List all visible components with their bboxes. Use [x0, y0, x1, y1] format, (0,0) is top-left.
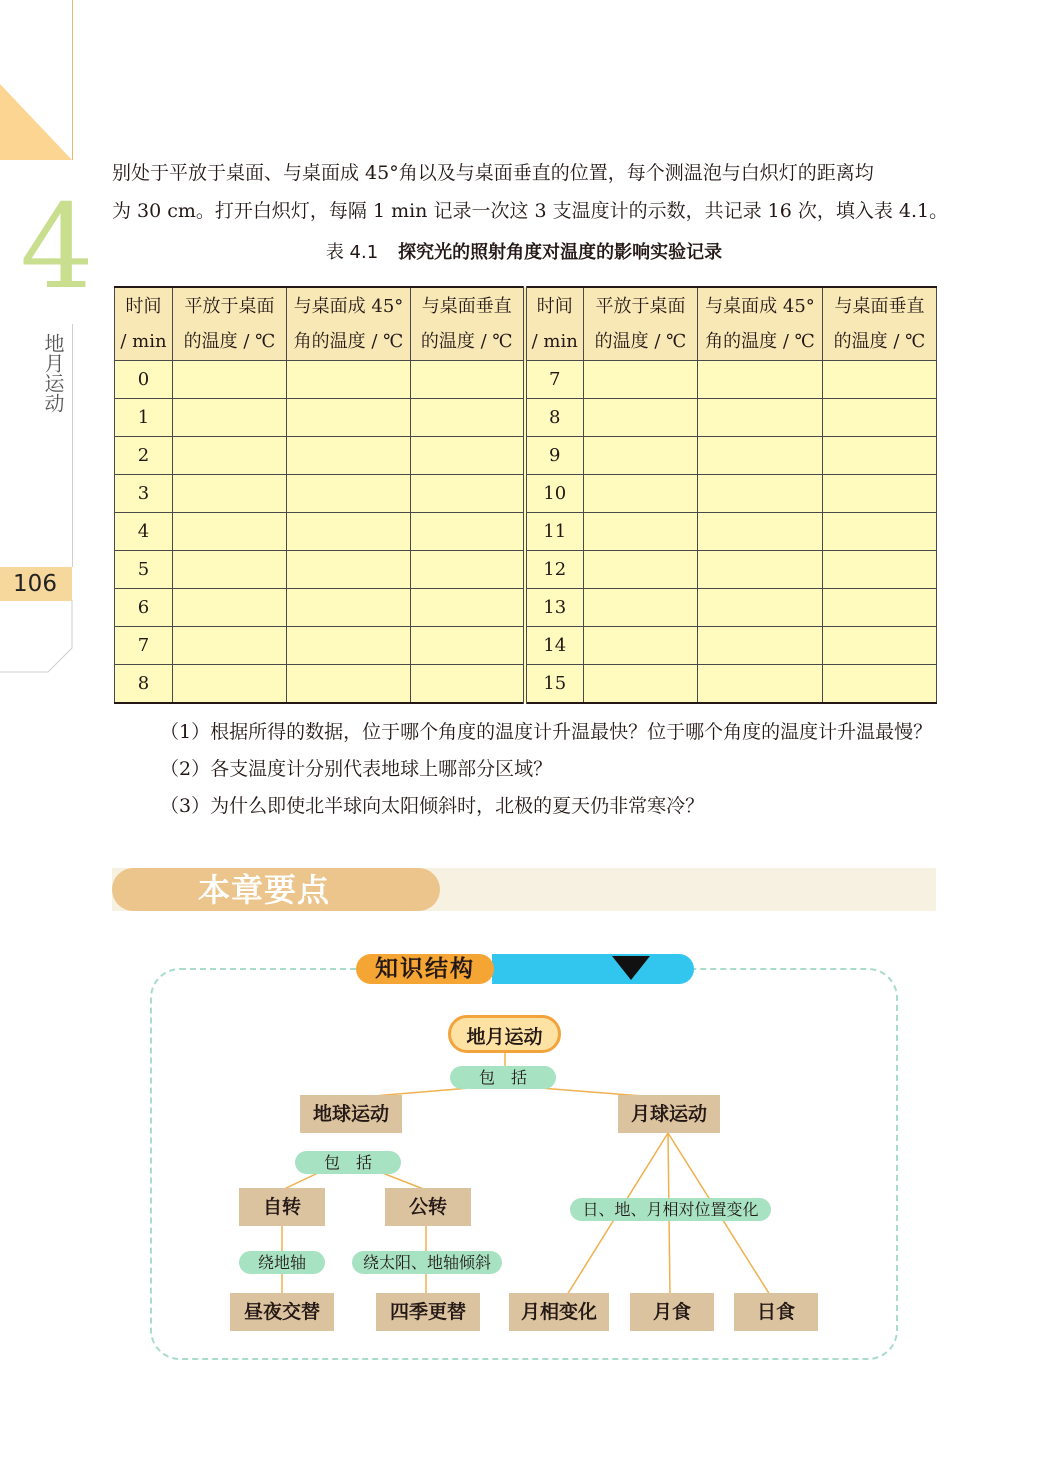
- paragraph-line: 为 30 cm。打开白炽灯，每隔 1 min 记录一次这 3 支温度计的示数，共记录 16 次，填入表 4.1。: [112, 200, 949, 222]
- node-moon-phases: 月相变化: [509, 1293, 609, 1331]
- time-cell: 13: [525, 589, 584, 627]
- time-cell: 12: [525, 551, 584, 589]
- table-caption-text: 探究光的照射角度对温度的影响实验记录: [398, 242, 723, 263]
- header-cell: 时间 / min: [525, 287, 584, 361]
- tag-around-sun: 绕太阳、地轴倾斜: [352, 1251, 502, 1274]
- chapter-number: 4: [20, 180, 94, 315]
- node-lunar-eclipse: 月食: [630, 1293, 714, 1331]
- time-cell: 10: [525, 475, 584, 513]
- time-cell: 5: [115, 551, 173, 589]
- chapter-name: 地月运动: [41, 333, 65, 413]
- page-number: 106: [13, 571, 57, 597]
- time-cell: 8: [525, 399, 584, 437]
- node-day-night: 昼夜交替: [230, 1293, 334, 1331]
- summary-title: 本章要点: [198, 871, 331, 909]
- node-earth-moon-motion: 地月运动: [448, 1015, 561, 1053]
- time-cell: 7: [115, 627, 173, 665]
- header-cell: 平放于桌面 的温度 / ℃: [173, 287, 287, 361]
- node-rotation: 自转: [239, 1188, 325, 1226]
- time-cell: 9: [525, 437, 584, 475]
- time-cell: 4: [115, 513, 173, 551]
- node-revolution: 公转: [385, 1188, 471, 1226]
- paragraph-line: 别处于平放于桌面、与桌面成 45°角以及与桌面垂直的位置，每个测温泡与白炽灯的距离均: [112, 162, 874, 184]
- knowledge-structure-title: 知识结构: [356, 954, 494, 984]
- header-cell: 平放于桌面 的温度 / ℃: [584, 287, 698, 361]
- header-cell: 与桌面成 45° 角的温度 / ℃: [698, 287, 823, 361]
- tag-relative-position: 日、地、月相对位置变化: [570, 1198, 771, 1221]
- header-cell: 与桌面成 45° 角的温度 / ℃: [287, 287, 411, 361]
- node-solar-eclipse: 日食: [734, 1293, 818, 1331]
- time-cell: 1: [115, 399, 173, 437]
- time-cell: 6: [115, 589, 173, 627]
- node-earth-motion: 地球运动: [300, 1095, 402, 1133]
- time-cell: 8: [115, 665, 173, 704]
- time-cell: 2: [115, 437, 173, 475]
- time-cell: 0: [115, 361, 173, 399]
- table-caption-number: 表 4.1: [325, 242, 379, 263]
- tag-around-axis: 绕地轴: [239, 1251, 325, 1274]
- node-moon-motion: 月球运动: [618, 1095, 720, 1133]
- time-cell: 3: [115, 475, 173, 513]
- question-item: （3）为什么即使北半球向太阳倾斜时，北极的夏天仍非常寒冷？: [160, 795, 705, 817]
- question-item: （2）各支温度计分别代表地球上哪部分区域？: [160, 758, 553, 780]
- node-seasons: 四季更替: [376, 1293, 480, 1331]
- time-cell: 7: [525, 361, 584, 399]
- time-cell: 11: [525, 513, 584, 551]
- tag-includes: 包 括: [450, 1066, 556, 1089]
- tag-includes: 包 括: [295, 1151, 401, 1174]
- question-item: （1）根据所得的数据，位于哪个角度的温度计升温最快？位于哪个角度的温度计升温最慢？: [160, 721, 933, 743]
- time-cell: 14: [525, 627, 584, 665]
- header-cell: 与桌面垂直 的温度 / ℃: [823, 287, 937, 361]
- header-cell: 与桌面垂直 的温度 / ℃: [411, 287, 525, 361]
- time-cell: 15: [525, 665, 584, 704]
- header-cell: 时间 / min: [115, 287, 173, 361]
